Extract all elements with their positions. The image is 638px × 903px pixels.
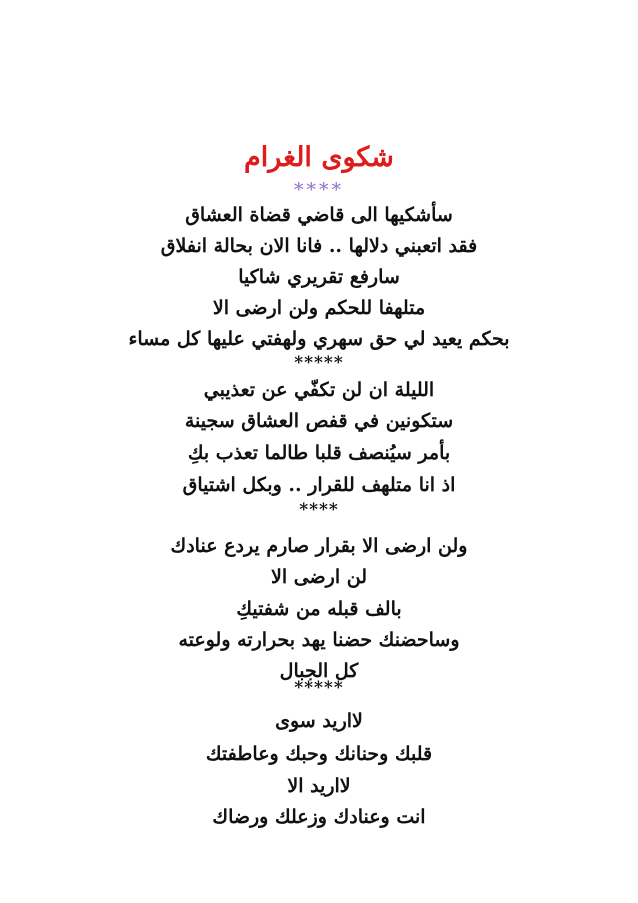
- poem-line: وساحضنك حضنا يهد بحرارته ولوعته: [178, 629, 460, 651]
- poem-title: شكوى الغرام: [244, 142, 394, 173]
- poem-line: لااريد الا: [287, 775, 351, 797]
- poem-line: بحكم يعيد لي حق سهري ولهفتي عليها كل مساء: [128, 328, 510, 350]
- stanza-separator-1: ****: [294, 179, 344, 201]
- poem-line: فقد اتعبني دلالها .. فانا الان بحالة انفلاق: [160, 235, 478, 257]
- poem-line: الليلة ان لن تكفّي عن تعذيبي: [203, 379, 435, 401]
- poem-line: بالف قبله من شفتيكِ: [236, 598, 402, 620]
- poem-line: بأمر سيُنصف قلبا طالما تعذب بكِ: [187, 442, 451, 464]
- stanza-separator-2: *****: [294, 353, 344, 373]
- poem-line: انت وعنادك وزعلك ورضاك: [212, 806, 426, 828]
- poem-line: كل الجبال: [279, 660, 359, 682]
- poem-line: سارفع تقريري شاكيا: [238, 266, 400, 288]
- poem-line: ستكونين في قفص العشاق سجينة: [184, 410, 454, 432]
- poem-line: سأشكيها الى قاضي قضاة العشاق: [185, 204, 453, 226]
- poem-line: قلبك وحنانك وحبك وعاطفتك: [205, 743, 433, 765]
- poem-line: اذ انا متلهف للقرار .. وبكل اشتياق: [182, 474, 456, 496]
- stanza-separator-4: *****: [294, 678, 344, 698]
- poem-line: متلهفا للحكم ولن ارضى الا: [212, 297, 426, 319]
- stanza-separator-3: ****: [299, 500, 339, 520]
- poem-line: لااريد سوى: [275, 710, 363, 732]
- poem-line: لن ارضى الا: [270, 566, 368, 588]
- poem-line: ولن ارضى الا بقرار صارم يردع عنادك: [170, 535, 468, 557]
